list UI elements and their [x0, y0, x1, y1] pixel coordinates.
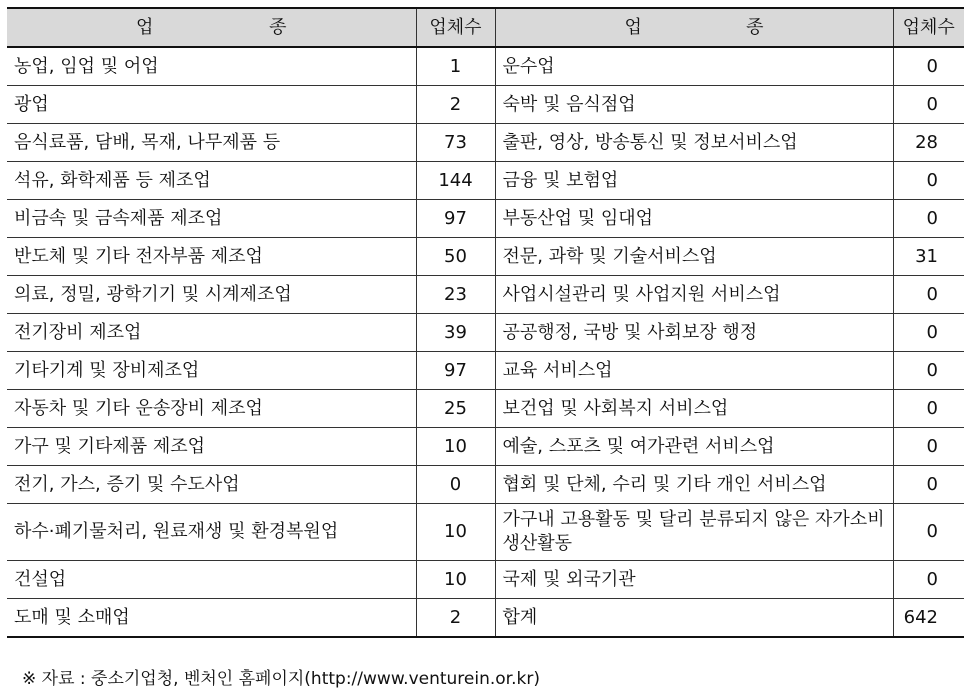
table-row	[7, 124, 964, 162]
right-industry-cell: 보건업 및 사회복지 서비스업	[495, 390, 893, 428]
left-count-cell: 97	[416, 200, 495, 238]
right-count-cell: 0	[893, 504, 964, 561]
right-count-cell: 0	[893, 162, 964, 200]
left-count-cell: 39	[416, 314, 495, 352]
right-industry-cell: 부동산업 및 임대업	[495, 200, 893, 238]
right-industry-cell: 사업시설관리 및 사업지원 서비스업	[495, 276, 893, 314]
right-industry-cell: 금융 및 보험업	[495, 162, 893, 200]
left-count-cell: 2	[416, 86, 495, 124]
right-industry-cell: 예술, 스포츠 및 여가관련 서비스업	[495, 428, 893, 466]
left-count-cell: 2	[416, 599, 495, 638]
left-count-cell: 1	[416, 47, 495, 86]
left-industry-cell: 도매 및 소매업	[7, 599, 416, 638]
table-row	[7, 561, 964, 599]
left-count-cell: 25	[416, 390, 495, 428]
right-count-cell: 31	[893, 238, 964, 276]
left-industry-cell: 비금속 및 금속제품 제조업	[7, 200, 416, 238]
table-row	[7, 390, 964, 428]
right-industry-cell: 운수업	[495, 47, 893, 86]
right-count-cell: 0	[893, 276, 964, 314]
left-industry-cell: 음식료품, 담배, 목재, 나무제품 등	[7, 124, 416, 162]
left-count-cell: 0	[416, 466, 495, 504]
right-count-cell: 0	[893, 47, 964, 86]
table-row	[7, 314, 964, 352]
industry-count-table	[7, 7, 964, 638]
table-row	[7, 428, 964, 466]
table-row	[7, 162, 964, 200]
table-row	[7, 276, 964, 314]
right-count-cell: 0	[893, 428, 964, 466]
table-row	[7, 238, 964, 276]
right-count-cell: 0	[893, 200, 964, 238]
right-industry-cell: 협회 및 단체, 수리 및 기타 개인 서비스업	[495, 466, 893, 504]
left-industry-cell: 광업	[7, 86, 416, 124]
left-industry-cell: 석유, 화학제품 등 제조업	[7, 162, 416, 200]
table-row	[7, 352, 964, 390]
left-count-cell: 10	[416, 504, 495, 561]
table-row	[7, 47, 964, 86]
table-row	[7, 466, 964, 504]
left-industry-cell: 기타기계 및 장비제조업	[7, 352, 416, 390]
right-count-cell: 0	[893, 561, 964, 599]
left-count-cell: 10	[416, 561, 495, 599]
table-row	[7, 599, 964, 638]
left-industry-cell: 농업, 임업 및 어업	[7, 47, 416, 86]
header-industry-right: 업 종	[495, 8, 893, 47]
table-row	[7, 200, 964, 238]
left-industry-cell: 가구 및 기타제품 제조업	[7, 428, 416, 466]
source-note: ※ 자료 : 중소기업청, 벤처인 홈페이지(http://www.venturein.or.kr)	[22, 669, 540, 689]
left-industry-cell: 전기, 가스, 증기 및 수도사업	[7, 466, 416, 504]
left-industry-cell: 하수·폐기물처리, 원료재생 및 환경복원업	[7, 504, 416, 561]
right-industry-cell: 공공행정, 국방 및 사회보장 행정	[495, 314, 893, 352]
right-industry-cell: 전문, 과학 및 기술서비스업	[495, 238, 893, 276]
right-industry-cell: 교육 서비스업	[495, 352, 893, 390]
right-count-cell: 0	[893, 466, 964, 504]
right-industry-cell: 출판, 영상, 방송통신 및 정보서비스업	[495, 124, 893, 162]
left-industry-cell: 반도체 및 기타 전자부품 제조업	[7, 238, 416, 276]
right-industry-cell: 합계	[495, 599, 893, 638]
table-row	[7, 86, 964, 124]
right-count-cell: 0	[893, 352, 964, 390]
right-count-cell: 0	[893, 390, 964, 428]
header-count-left: 업체수	[416, 8, 495, 47]
header-count-right: 업체수	[893, 8, 964, 47]
table-row	[7, 504, 964, 561]
left-count-cell: 73	[416, 124, 495, 162]
right-count-cell: 28	[893, 124, 964, 162]
left-count-cell: 23	[416, 276, 495, 314]
left-industry-cell: 자동차 및 기타 운송장비 제조업	[7, 390, 416, 428]
header-industry-left: 업 종	[7, 8, 416, 47]
right-count-cell: 642	[893, 599, 964, 638]
left-count-cell: 97	[416, 352, 495, 390]
right-industry-cell: 숙박 및 음식점업	[495, 86, 893, 124]
right-industry-cell: 국제 및 외국기관	[495, 561, 893, 599]
left-industry-cell: 전기장비 제조업	[7, 314, 416, 352]
header-row	[7, 8, 964, 47]
left-count-cell: 144	[416, 162, 495, 200]
left-count-cell: 50	[416, 238, 495, 276]
left-count-cell: 10	[416, 428, 495, 466]
right-count-cell: 0	[893, 314, 964, 352]
left-industry-cell: 건설업	[7, 561, 416, 599]
right-industry-cell: 가구내 고용활동 및 달리 분류되지 않은 자가소비 생산활동	[495, 504, 893, 561]
right-count-cell: 0	[893, 86, 964, 124]
left-industry-cell: 의료, 정밀, 광학기기 및 시계제조업	[7, 276, 416, 314]
